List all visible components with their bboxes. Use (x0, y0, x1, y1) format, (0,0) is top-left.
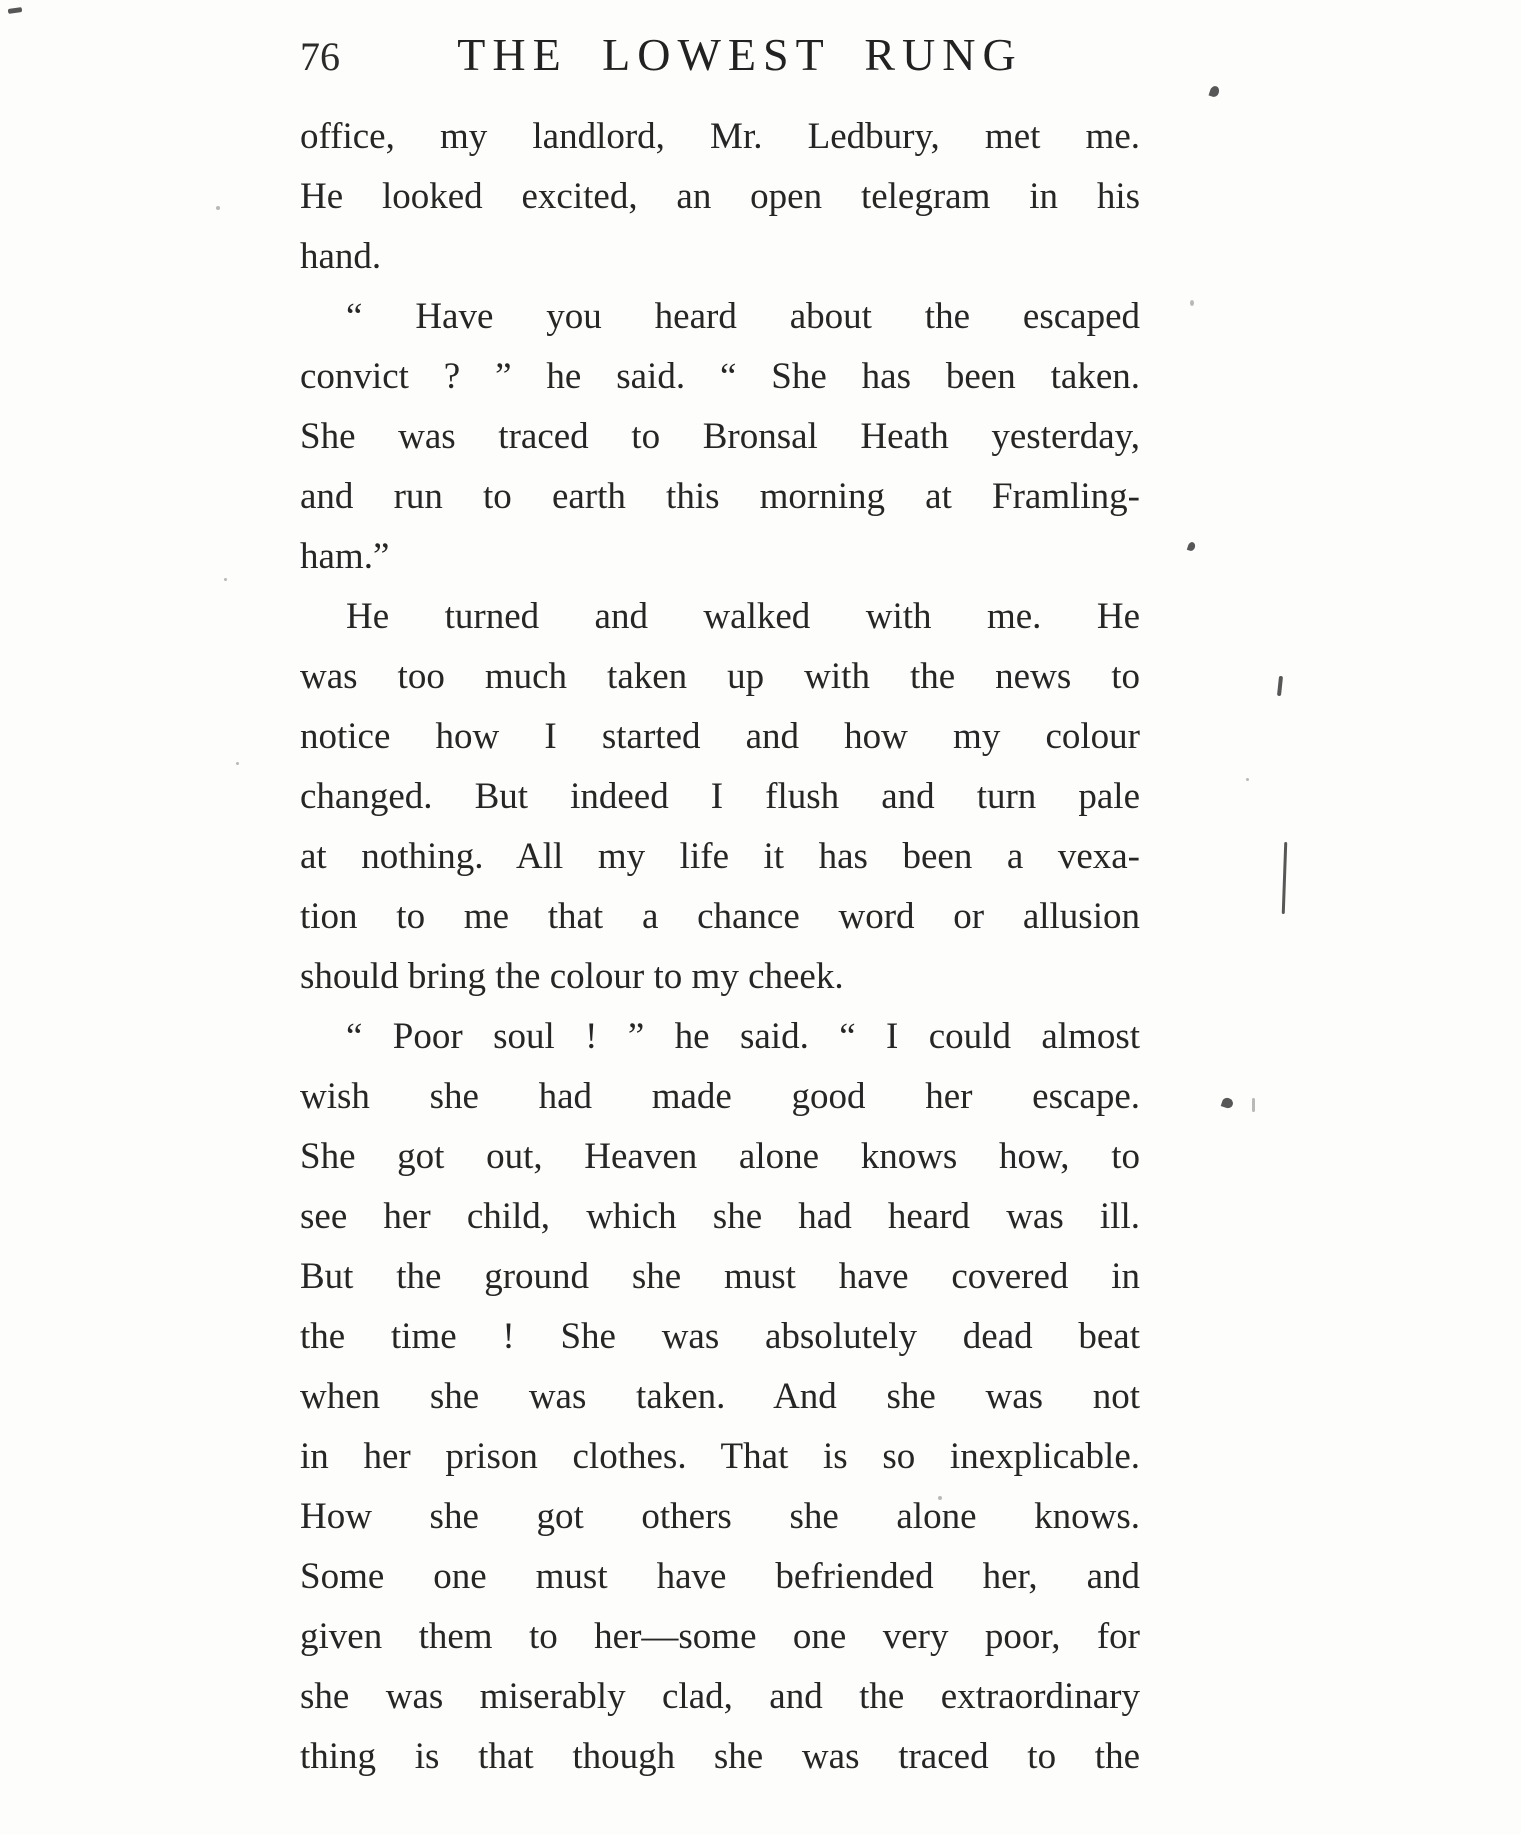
text-column (300, 28, 1140, 1787)
paragraph (300, 1007, 1140, 1787)
text-line: “ Have you heard about the escaped (346, 296, 1140, 337)
scan-speck (8, 7, 23, 14)
page-number: 76 (300, 34, 340, 79)
scan-speck (1246, 778, 1249, 781)
text-line: she was miserably clad, and the extraordinary (300, 1676, 1140, 1717)
text-line: But the ground she must have covered in (300, 1256, 1140, 1297)
paragraph (300, 587, 1140, 1007)
text-line: at nothing. All my life it has been a vexa- (300, 836, 1140, 877)
scan-speck (236, 762, 239, 765)
text-line: the time ! She was absolutely dead beat (300, 1316, 1140, 1357)
running-title: THE LOWEST RUNG (457, 29, 1023, 80)
text-line: should bring the colour to my cheek. (300, 956, 844, 997)
text-line: How she got others she alone knows. (300, 1496, 1140, 1537)
paragraph (300, 287, 1140, 587)
text-line: notice how I started and how my colour (300, 716, 1140, 757)
text-line: see her child, which she had heard was ill. (300, 1196, 1140, 1237)
text-line: thing is that though she was traced to the (300, 1736, 1140, 1777)
text-line: was too much taken up with the news to (300, 656, 1140, 697)
text-line: ham.” (300, 536, 390, 577)
scan-speck (1282, 842, 1288, 914)
text-line: office, my landlord, Mr. Ledbury, met me. (300, 116, 1140, 157)
scan-speck (1221, 1097, 1235, 1110)
text-line: convict ? ” he said. “ She has been taken. (300, 356, 1140, 397)
text-line: and run to earth this morning at Framling- (300, 476, 1140, 517)
text-line: changed. But indeed I flush and turn pale (300, 776, 1140, 817)
text-line: She was traced to Bronsal Heath yesterday, (300, 416, 1140, 457)
text-line: He turned and walked with me. He (346, 596, 1140, 637)
text-line: hand. (300, 236, 382, 277)
scan-speck (1190, 300, 1194, 306)
text-line: Some one must have befriended her, and (300, 1556, 1140, 1597)
text-line: wish she had made good her escape. (300, 1076, 1140, 1117)
scan-speck (224, 578, 227, 581)
text-line: in her prison clothes. That is so inexplicable. (300, 1436, 1140, 1477)
text-line: tion to me that a chance word or allusion (300, 896, 1140, 937)
text-line: She got out, Heaven alone knows how, to (300, 1136, 1140, 1177)
text-line: when she was taken. And she was not (300, 1376, 1140, 1417)
page-header (300, 28, 1140, 81)
scan-speck (216, 206, 220, 210)
scan-speck (1277, 676, 1283, 696)
text-line: “ Poor soul ! ” he said. “ I could almost (346, 1016, 1140, 1057)
text-line: He looked excited, an open telegram in his (300, 176, 1140, 217)
scan-speck (1252, 1098, 1255, 1112)
scan-speck (1187, 541, 1196, 552)
paragraph (300, 107, 1140, 287)
scan-speck (938, 1496, 942, 1500)
text-line: given them to her—some one very poor, for (300, 1616, 1140, 1657)
scan-speck (1209, 85, 1221, 98)
page-text (300, 107, 1140, 1787)
